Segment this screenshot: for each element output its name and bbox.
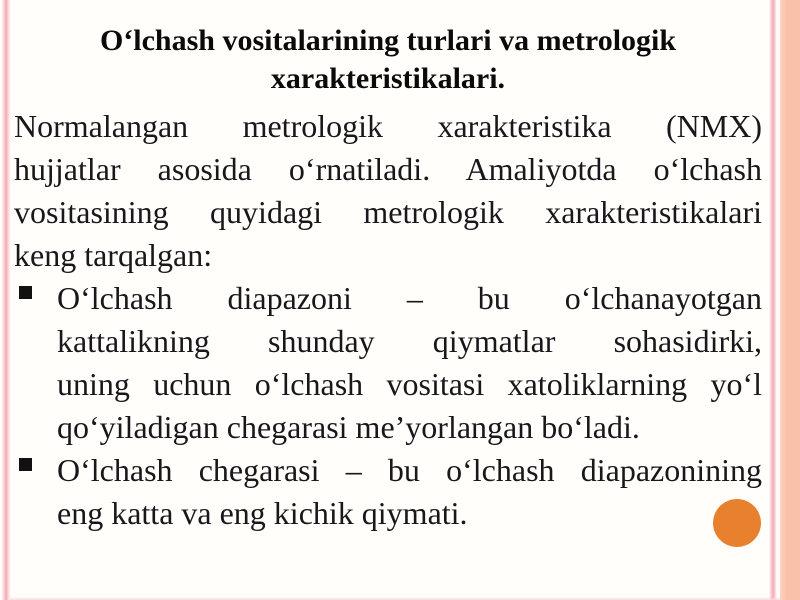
bullet-line: O‘lchash diapazoni – bu o‘lchanayotgan (57, 280, 762, 316)
slide-title (14, 22, 762, 98)
orange-circle-decoration (713, 499, 761, 547)
bullet-item-measurement-limit (14, 449, 762, 535)
bullet-line: kattalikning shunday qiymatlar sohasidirki, (57, 323, 762, 359)
bullet-line: qo‘yiladigan chegarasi me’yorlangan bo‘ladi. (57, 409, 640, 445)
bullet-line: eng katta va eng kichik qiymati. (57, 495, 468, 531)
right-pink-stripe-decoration (769, 0, 777, 600)
intro-line: Normalangan metrologik xarakteristika (NMX) (14, 108, 762, 144)
left-pink-stripe-decoration (1, 0, 11, 600)
slide-title-line-1: O‘lchash vositalarining turlari va metrologik (99, 24, 677, 57)
slide-title-line-2: xarakteristikalari. (270, 62, 506, 95)
intro-line: keng tarqalgan: (14, 237, 213, 273)
bullet-text (57, 277, 762, 449)
bullet-line: O‘lchash chegarasi – bu o‘lchash diapazonining (57, 452, 762, 488)
intro-paragraph (14, 105, 762, 277)
bullet-marker-cell (14, 277, 57, 320)
right-salmon-band-decoration (780, 0, 800, 600)
intro-line: vositasining quyidagi metrologik xarakteristikalari (14, 194, 762, 230)
bullet-text (57, 449, 762, 535)
square-bullet-icon (19, 286, 32, 299)
intro-line: hujjatlar asosida o‘rnatiladi. Amaliyotda o‘lchash (14, 151, 762, 187)
slide-content (14, 22, 762, 535)
bullet-item-measurement-range (14, 277, 762, 449)
bullet-marker-cell (14, 449, 57, 492)
bullet-line: uning uchun o‘lchash vositasi xatoliklarning yo‘l (57, 366, 762, 402)
square-bullet-icon (19, 458, 32, 471)
